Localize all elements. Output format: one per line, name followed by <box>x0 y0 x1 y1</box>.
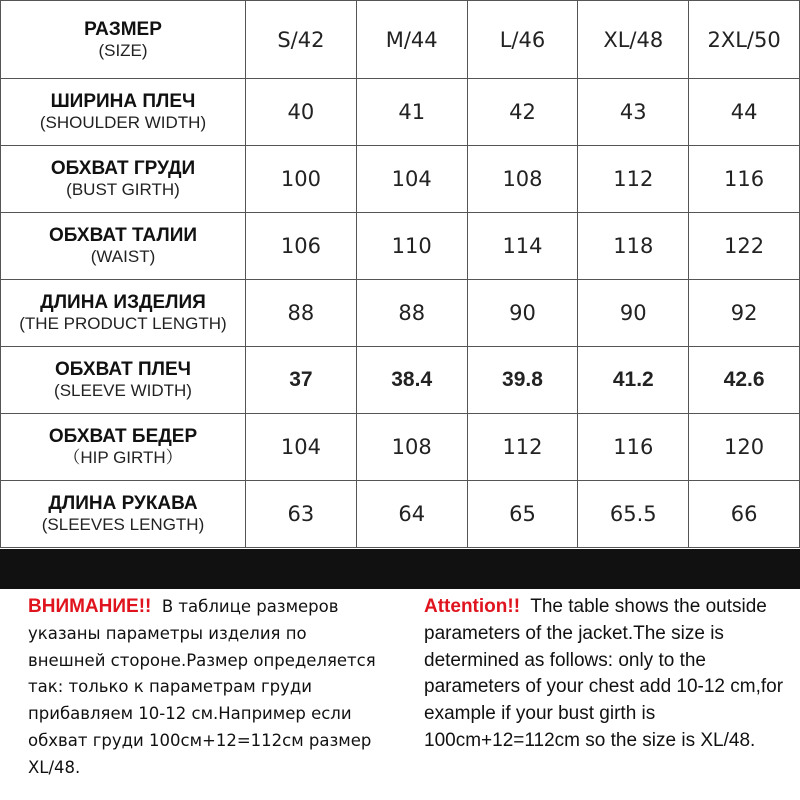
value-cell: 114 <box>467 213 578 280</box>
note-ru-text: В таблице размеров указаны параметры изделия по внешней стороне.Размер определяется так: только к параметрам груди прибавляем 10-12 см.Например если обхват груди 100см+12=112см размер XL/48. <box>28 597 376 777</box>
row-label-en: （HIP GIRTH） <box>63 448 183 467</box>
value-cell: 118 <box>578 213 689 280</box>
row-label-cell <box>1 213 246 280</box>
value-cell: 63 <box>246 481 357 548</box>
size-header-ru: РАЗМЕР <box>84 18 162 40</box>
value-cell: 37 <box>246 347 357 414</box>
table-row <box>1 481 800 548</box>
value-cell: 90 <box>467 280 578 347</box>
value-cell: 41.2 <box>578 347 689 414</box>
value-cell: 65.5 <box>578 481 689 548</box>
value-cell: 104 <box>356 146 467 213</box>
value-cell: 42 <box>467 79 578 146</box>
table-row <box>1 213 800 280</box>
row-label-en: (BUST GIRTH) <box>66 180 180 199</box>
value-cell: 116 <box>689 146 800 213</box>
attention-en: Attention!! <box>424 596 521 617</box>
value-cell: 44 <box>689 79 800 146</box>
row-label-cell <box>1 146 246 213</box>
value-cell: 112 <box>467 414 578 481</box>
row-label-ru: ШИРИНА ПЛЕЧ <box>50 91 196 112</box>
note-en <box>424 594 786 755</box>
value-cell: 65 <box>467 481 578 548</box>
value-cell: 108 <box>356 414 467 481</box>
row-label-ru: ОБХВАТ ТАЛИИ <box>48 225 198 246</box>
row-label-en: (THE PRODUCT LENGTH) <box>19 314 227 333</box>
value-cell: 108 <box>467 146 578 213</box>
row-label-ru: ОБХВАТ БЕДЕР <box>48 426 198 447</box>
row-label-en: (SHOULDER WIDTH) <box>39 113 207 132</box>
value-cell: 41 <box>356 79 467 146</box>
row-label-ru: ДЛИНА ИЗДЕЛИЯ <box>40 292 206 313</box>
value-cell: 100 <box>246 146 357 213</box>
value-cell: 90 <box>578 280 689 347</box>
value-cell: 116 <box>578 414 689 481</box>
value-cell: 39.8 <box>467 347 578 414</box>
size-column-header: S/42 <box>246 1 357 79</box>
size-column-header: L/46 <box>467 1 578 79</box>
attention-ru: ВНИМАНИЕ!! <box>28 596 152 617</box>
value-cell: 38.4 <box>356 347 467 414</box>
row-label-cell <box>1 280 246 347</box>
value-cell: 104 <box>246 414 357 481</box>
table-row <box>1 280 800 347</box>
value-cell: 42.6 <box>689 347 800 414</box>
size-header-en: (SIZE) <box>98 40 148 60</box>
value-cell: 64 <box>356 481 467 548</box>
row-label-cell <box>1 79 246 146</box>
value-cell: 40 <box>246 79 357 146</box>
table-row <box>1 347 800 414</box>
row-label-ru: ДЛИНА РУКАВА <box>48 493 198 514</box>
value-cell: 122 <box>689 213 800 280</box>
value-cell: 88 <box>356 280 467 347</box>
value-cell: 92 <box>689 280 800 347</box>
row-label-en: (SLEEVE WIDTH) <box>54 381 192 400</box>
row-label-cell <box>1 347 246 414</box>
separator-bar <box>0 549 800 589</box>
value-cell: 88 <box>246 280 357 347</box>
value-cell: 110 <box>356 213 467 280</box>
row-label-cell <box>1 481 246 548</box>
value-cell: 43 <box>578 79 689 146</box>
row-label-ru: ОБХВАТ ГРУДИ <box>50 158 196 179</box>
size-column-header: M/44 <box>356 1 467 79</box>
header-row <box>1 1 800 79</box>
value-cell: 112 <box>578 146 689 213</box>
size-column-header: 2XL/50 <box>689 1 800 79</box>
note-en-text: The table shows the outside parameters of the jacket.The size is determined as follows: only to the parameters of your chest add 10-12 cm,for example if your bust girth is 100cm+12=112cm so the size is XL/48. <box>424 596 784 751</box>
row-label-en: (WAIST) <box>90 247 156 266</box>
table-row <box>1 79 800 146</box>
table-row <box>1 146 800 213</box>
table-row <box>1 414 800 481</box>
note-ru <box>28 594 384 782</box>
value-cell: 106 <box>246 213 357 280</box>
row-label-cell <box>1 414 246 481</box>
value-cell: 66 <box>689 481 800 548</box>
size-header-cell <box>1 1 246 79</box>
row-label-ru: ОБХВАТ ПЛЕЧ <box>54 359 192 380</box>
value-cell: 120 <box>689 414 800 481</box>
row-label-en: (SLEEVES LENGTH) <box>41 515 205 534</box>
size-column-header: XL/48 <box>578 1 689 79</box>
